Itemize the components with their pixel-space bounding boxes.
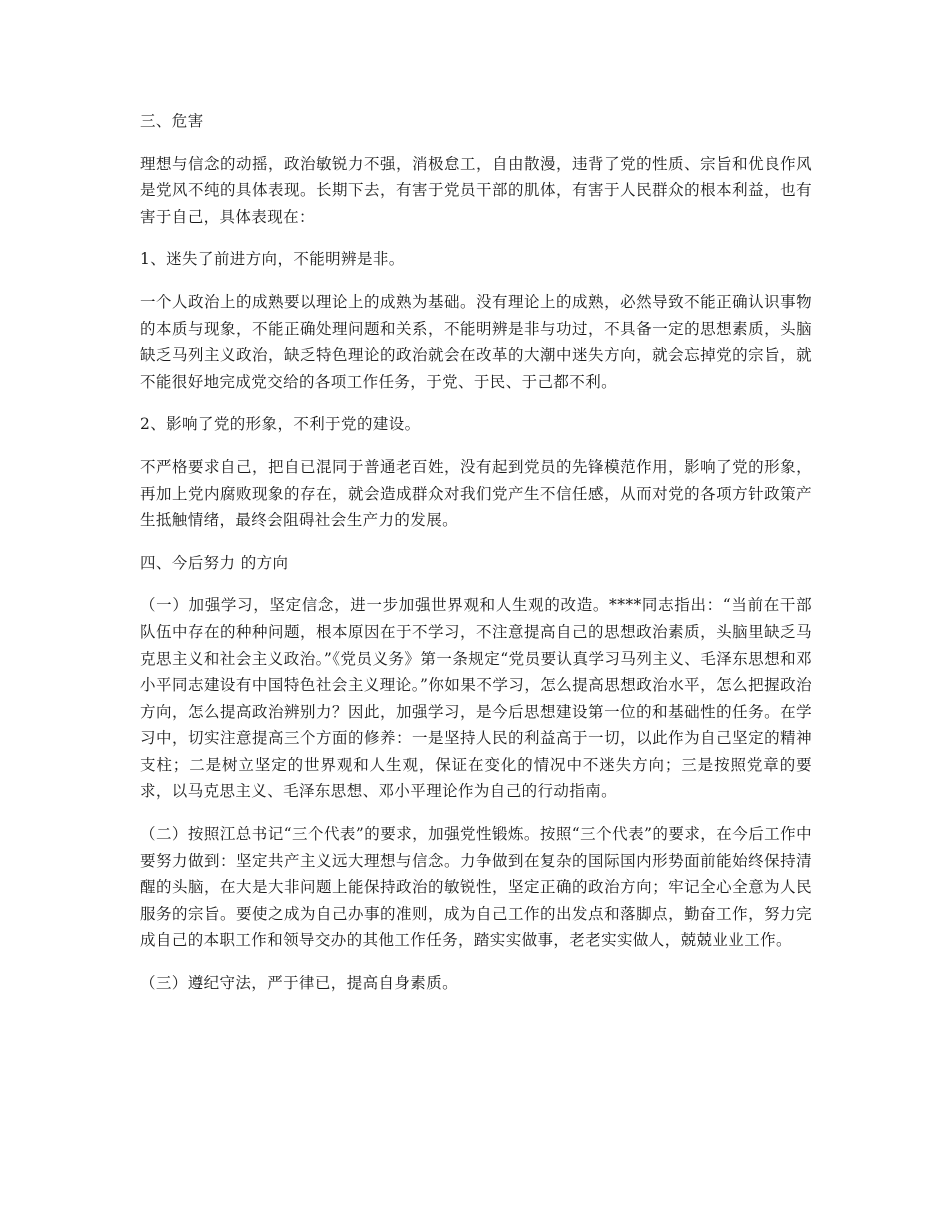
paragraph-strengthen-study: （一）加强学习，坚定信念，进一步加强世界观和人生观的改造。****同志指出：“当前在干部队伍中存在的种种问题，根本原因在于不学习，不注意提高自己的思想政治素质，头脑里缺乏马克思主义和社会主义政治。”《党员义务》第一条规定“党员要认真学习马列主义、毛泽东思想和邓小平同志建设有中国特色社会主义理论。”你如果不学习，怎么提高思想政治水平，怎么把握政治方向，怎么提高政治辨别力？因此，加强学习，是今后思想建设第一位的和基础性的任务。在学习中，切实注意提高三个方面的修养：一是坚持人民的利益高于一切，以此作为自己坚定的精神支柱；二是树立坚定的世界观和人生观，保证在变化的情况中不迷失方向；三是按照党章的要求，以马克思主义、毛泽东思想、邓小平理论作为自己的行动指南。 [140, 596, 812, 801]
paragraph-harm-intro: 理想与信念的动摇，政治敏锐力不强，消极怠工，自由散漫，违背了党的性质、宗旨和优良作风是党风不纯的具体表现。长期下去，有害于党员干部的肌体，有害于人民群众的根本利益，也有害于自己，具体表现在： [140, 154, 812, 226]
paragraph-lost-direction: 一个人政治上的成熟要以理论上的成熟为基础。没有理论上的成熟，必然导致不能正确认识事物的本质与现象，不能正确处理问题和关系，不能明辨是非与功过，不具备一定的思想素质，头脑缺乏马列主义政治，缺乏特色理论的政治就会在改革的大潮中迷失方向，就会忘掉党的宗旨，就不能很好地完成党交给的各项工作任务，于党、于民、于己都不利。 [140, 292, 812, 391]
subheading-party-image: 2、影响了党的形象，不利于党的建设。 [140, 415, 421, 434]
subheading-discipline: （三）遵纪守法，严于律已，提高自身素质。 [140, 974, 459, 993]
section-heading-future-direction: 四、今后努力 的方向 [140, 553, 289, 572]
subheading-lost-direction: 1、迷失了前进方向，不能明辨是非。 [140, 250, 405, 269]
section-heading-harm: 三、危害 [140, 112, 204, 130]
document-page [140, 108, 812, 1013]
paragraph-party-image: 不严格要求自己，把自已混同于普通老百姓，没有起到党员的先锋模范作用，影响了党的形象，再加上党内腐败现象的存在，就会造成群众对我们党产生不信任感，从而对党的各项方针政策产生抵触情绪，最终会阻碍社会生产力的发展。 [140, 457, 812, 530]
paragraph-three-represents: （二）按照江总书记“三个代表”的要求，加强党性锻炼。按照“三个代表”的要求，在今后工作中要努力做到：坚定共产主义远大理想与信念。力争做到在复杂的国际国内形势面前能始终保持清醒的头脑，在大是大非问题上能保持政治的敏锐性，坚定正确的政治方向；牢记全心全意为人民服务的宗旨。要使之成为自己办事的准则，成为自己工作的出发点和落脚点，勤奋工作，努力完成自己的本职工作和领导交办的其他工作任务，踏实实做事，老老实实做人，兢兢业业工作。 [140, 825, 812, 950]
